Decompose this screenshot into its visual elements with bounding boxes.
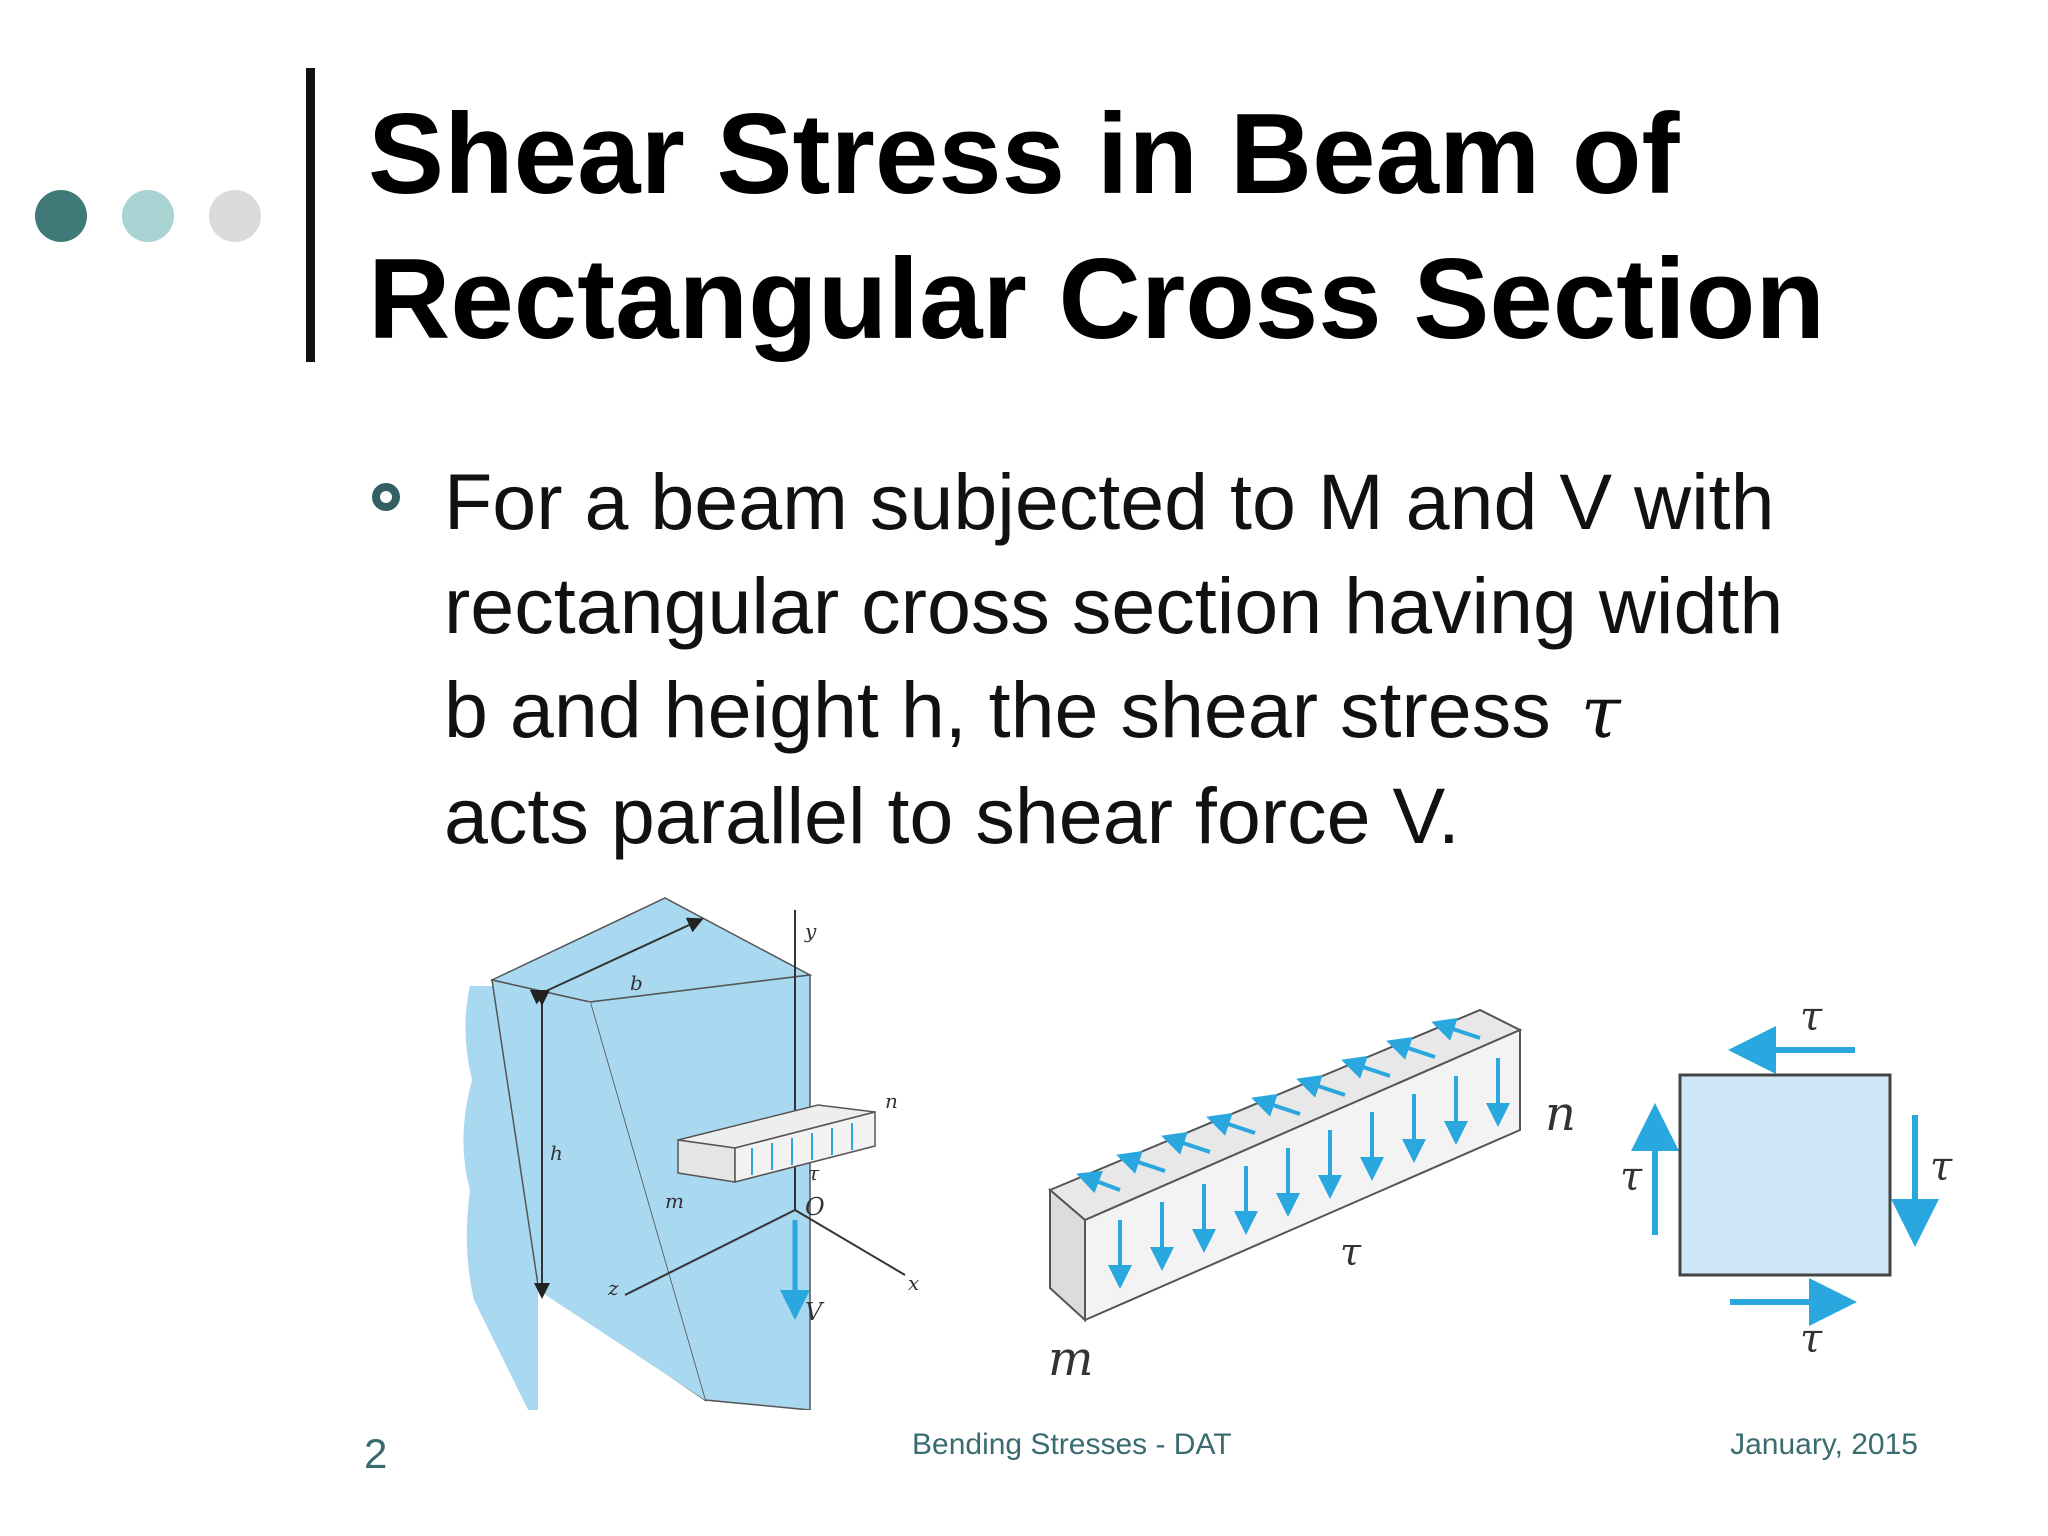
bullet-line-3-text: b and height h, the shear stress [444, 665, 1551, 754]
label-n: n [885, 1089, 898, 1113]
label-x: x [908, 1271, 920, 1295]
bullet-line-2: rectangular cross section having width [444, 561, 1784, 650]
label-z: z [608, 1276, 619, 1300]
tau-symbol: τ [1580, 670, 1621, 754]
stress-element [1048, 1010, 1576, 1387]
decorative-dot-light [122, 190, 174, 242]
slide-title [368, 82, 2008, 372]
bullet-line-1: For a beam subjected to M and V with [444, 457, 1775, 546]
square-element [1680, 1075, 1890, 1275]
square-label-tau-right: τ [1930, 1144, 1953, 1190]
element-label-m: m [1048, 1331, 1094, 1387]
label-h: h [550, 1141, 563, 1165]
element-label-tau: τ [1340, 1230, 1362, 1274]
label-b: b [630, 971, 643, 995]
slide-title-line-1: Shear Stress in Beam of [368, 91, 1680, 218]
bullet-text [444, 450, 2024, 868]
label-y: y [805, 919, 817, 943]
footer-date: January, 2015 [1730, 1428, 1918, 1461]
slide-title-line-2: Rectangular Cross Section [368, 236, 1826, 363]
square-label-tau-bottom: τ [1800, 1316, 1823, 1362]
title-divider [306, 68, 315, 362]
footer-presentation-title: Bending Stresses - DAT [912, 1428, 1232, 1461]
square-label-tau-top: τ [1800, 994, 1823, 1040]
decorative-dot-gray [209, 190, 261, 242]
element-label-n: n [1545, 1086, 1576, 1142]
square-label-tau-left: τ [1620, 1154, 1643, 1200]
stress-square [1620, 994, 1953, 1362]
slide-number: 2 [364, 1430, 388, 1477]
label-m: m [665, 1189, 684, 1213]
bullet-ring-icon [372, 483, 400, 511]
shear-stress-figure [460, 890, 2000, 1410]
bullet-line-4: acts parallel to shear force V. [444, 771, 1460, 860]
label-tau: τ [808, 1161, 820, 1185]
label-o: O [805, 1193, 825, 1221]
bullet-line-3 [444, 658, 2024, 764]
label-v: V [805, 1298, 823, 1326]
beam-block [463, 898, 919, 1410]
decorative-dot-dark [35, 190, 87, 242]
